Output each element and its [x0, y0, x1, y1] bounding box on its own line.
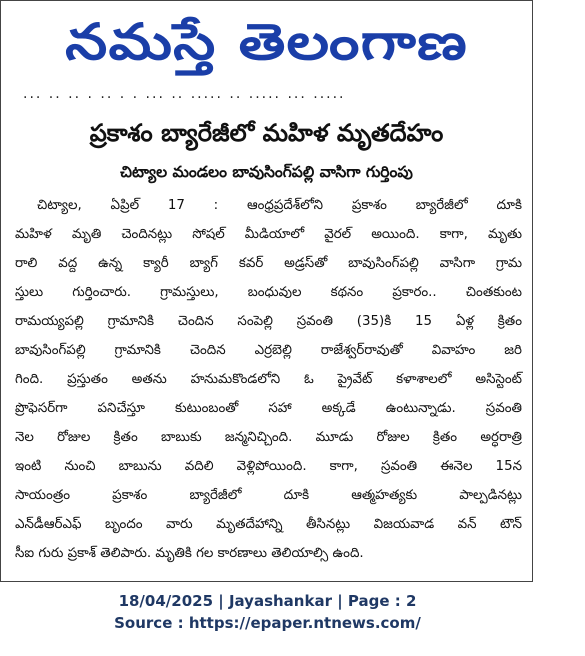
- article-line: సాయంత్రం ప్రకాశం బ్యారేజీలో దూకి ఆత్మహత్యకు పాల్పడినట్లు: [15, 488, 522, 503]
- masthead-logo: నమస్తే తెలంగాణ: [65, 13, 468, 71]
- cut-off-text: ··· ·· ·· · ·· · · ··· ·· ····· ·· ····· ··· ·····: [23, 90, 346, 106]
- article-line: ప్రొఫెసర్‌గా పనిచేస్తూ కుటుంబంతో సహా అక్కడే ఉంటున్నాడు. స్రవంతి: [15, 401, 522, 416]
- date-page-info: 18/04/2025 | Jayashankar | Page : 2: [118, 592, 417, 610]
- article-line: రామయ్యపల్లి గ్రామానికి చెందిన సంపెల్లి స్రవంతి (35)కి 15 ఏళ్ల క్రితం: [15, 314, 522, 329]
- article-line: నెల రోజుల క్రితం బాబుకు జన్మనిచ్చింది. మూడు రోజుల క్రితం అర్ధరాత్రి: [15, 430, 522, 445]
- article-line: చిట్యాల, ఏప్రిల్ 17 : ఆంధ్రప్రదేశ్‌లోని ప్రకాశం బ్యారేజీలో దూకి: [37, 198, 522, 213]
- article-subheadline: చిట్యాల మండలం బావుసింగ్‌పల్లి వాసిగా గుర్తింపు: [120, 163, 413, 181]
- article-line: మహిళ మృతి చెందినట్లు సోషల్ మీడియాలో వైరల్ అయింది. కాగా, మృతు: [15, 227, 522, 242]
- article-body: [15, 191, 522, 568]
- article-line: స్తులు గుర్తించారు. గ్రామస్తులు, బంధువుల కథనం ప్రకారం.. చింతకుంట: [15, 285, 522, 300]
- article-headline: ప్రకాశం బ్యారేజీలో మహిళ మృతదేహం: [89, 119, 444, 147]
- article-line: సీఐ గురు ప్రకాశ్ తెలిపారు. మృతికి గల కారణాలు తెలియాల్సి ఉంది.: [15, 546, 364, 561]
- article-line: ఇంటి నుంచి బాబును వదిలి వెళ్లిపోయింది. కాగా, స్రవంతి ఈనెల 15న: [15, 459, 522, 474]
- cut-off-previous-line: [23, 90, 512, 109]
- article-line: బావుసింగ్‌పల్లి గ్రామానికి చెందిన ఎర్రబెల్లి రాజేశ్వర్‌రావుతో వివాహం జరి: [15, 343, 522, 358]
- article-line: గింది. ప్రస్తుతం అతను హనుమకొండలోని ఓ ప్రైవేట్ కళాశాలలో అసిస్టెంట్: [15, 372, 522, 387]
- article-line: రాలి వద్ద ఉన్న క్యారీ బ్యాగ్ కవర్ అడ్రస్‌తో బావుసింగ్‌పల్లి వాసిగా గ్రామ: [15, 256, 522, 271]
- source-url: Source : https://epaper.ntnews.com/: [114, 614, 421, 632]
- source-footer: [0, 590, 535, 634]
- article-line: ఎన్‌డీఆర్‌ఎఫ్ బృందం వారు మృతదేహాన్ని తీసినట్లు విజయవాడ వన్ టౌన్: [15, 517, 522, 532]
